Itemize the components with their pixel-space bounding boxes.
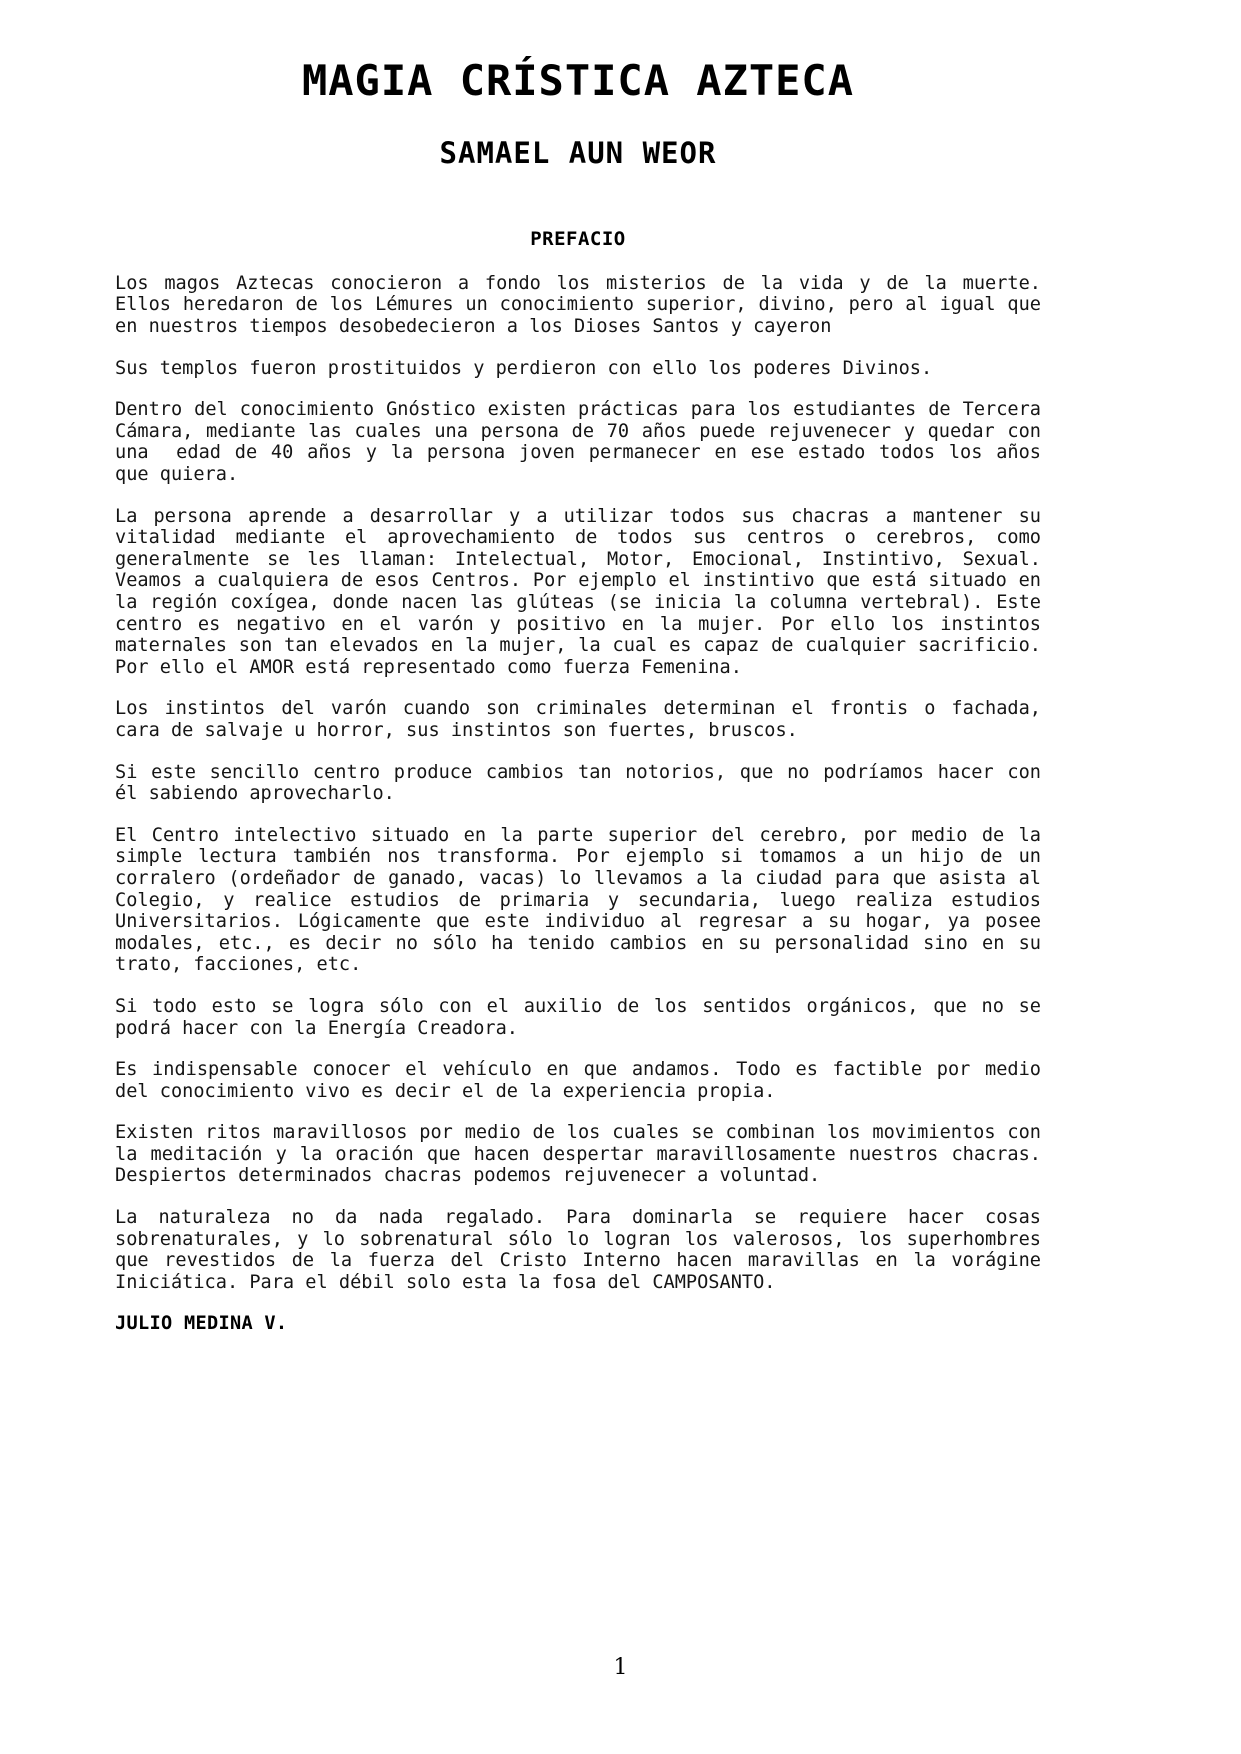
page-title: MAGIA CRÍSTICA AZTECA	[301, 56, 854, 105]
paragraph: Si este sencillo centro produce cambios tan notorios, que no podríamos hacer con él sabiendo aprovecharlo.	[115, 761, 1053, 805]
paragraph: Es indispensable conocer el vehículo en que andamos. Todo es factible por medio del conocimiento vivo es decir el de la experiencia propia.	[115, 1059, 1053, 1102]
paragraph: Existen ritos maravillosos por medio de los cuales se combinan los movimientos con la meditación y la oración que hacen despertar maravillosamente nuestros chacras. Despiertos determinados chacras podemos rejuvenecer a voluntad.	[115, 1122, 1053, 1187]
paragraph: Dentro del conocimiento Gnóstico existen prácticas para los estudiantes de Tercera Cámara, mediante las cuales una persona de 70 años puede rejuvenecer y quedar con una edad de 40 años y la persona joven permanecer en ese estado todos los años que quiera.	[115, 399, 1053, 486]
body-text	[115, 251, 1053, 1294]
page-number: 1	[613, 1655, 628, 1680]
paragraph: Sus templos fueron prostituidos y perdieron con ello los poderes Divinos.	[115, 357, 933, 379]
paragraph: Los magos Aztecas conocieron a fondo los misterios de la vida y de la muerte. Ellos heredaron de los Lémures un conocimiento superior, divino, pero al igual que en nuestros tiempos desobedecieron a los Dioses Santos y cayeron	[115, 272, 1053, 338]
paragraph: Los instintos del varón cuando son criminales determinan el frontis o fachada, cara de salvaje u horror, sus instintos son fuertes, bruscos.	[115, 698, 1053, 741]
paragraph: Si todo esto se logra sólo con el auxilio de los sentidos orgánicos, que no se podrá hacer con la Energía Creadora.	[115, 995, 1053, 1039]
author-name: SAMAEL AUN WEOR	[439, 136, 717, 171]
signature-line: JULIO MEDINA V.	[115, 1313, 288, 1335]
paragraph: La naturaleza no da nada regalado. Para dominarla se requiere hacer cosas sobrenaturales, y lo sobrenatural sólo lo logran los valerosos, los superhombres que revestidos de la fuerza del Cristo Interno hacen maravillas en la vorágine Iniciática. Para el débil solo esta la fosa del CAMPOSANTO.	[115, 1207, 1053, 1293]
section-heading-prefacio: PREFACIO	[530, 228, 626, 251]
paragraph: La persona aprende a desarrollar y a utilizar todos sus chacras a mantener su vitalidad mediante el aprovechamiento de todos sus centros o cerebros, como generalmente se les llaman: Intelectual, Motor, Emocional, Instintivo, Sexual. Veamos a cualquiera de esos Centros. Por ejemplo el instintivo que está situado en la región coxígea, donde nacen las glúteas (se inicia la columna vertebral). Este centro es negativo en el varón y positivo en la mujer. Por ello los instintos maternales son tan elevados en la mujer, la cual es capaz de cualquier sacrificio. Por ello el AMOR está representado como fuerza Femenina.	[115, 505, 1053, 678]
paragraph: El Centro intelectivo situado en la parte superior del cerebro, por medio de la simple lectura también nos transforma. Por ejemplo si tomamos a un hijo de un corralero (ordeñador de ganado, vacas) lo llevamos a la ciudad para que asista al Colegio, y realice estudios de primaria y secundaria, luego realiza estudios Universitarios. Lógicamente que este individuo al regresar a su hogar, ya posee modales, etc., es decir no sólo ha tenido cambios en su personalidad sino en su trato, facciones, etc.	[115, 824, 1053, 976]
document-content	[115, 0, 1053, 1335]
